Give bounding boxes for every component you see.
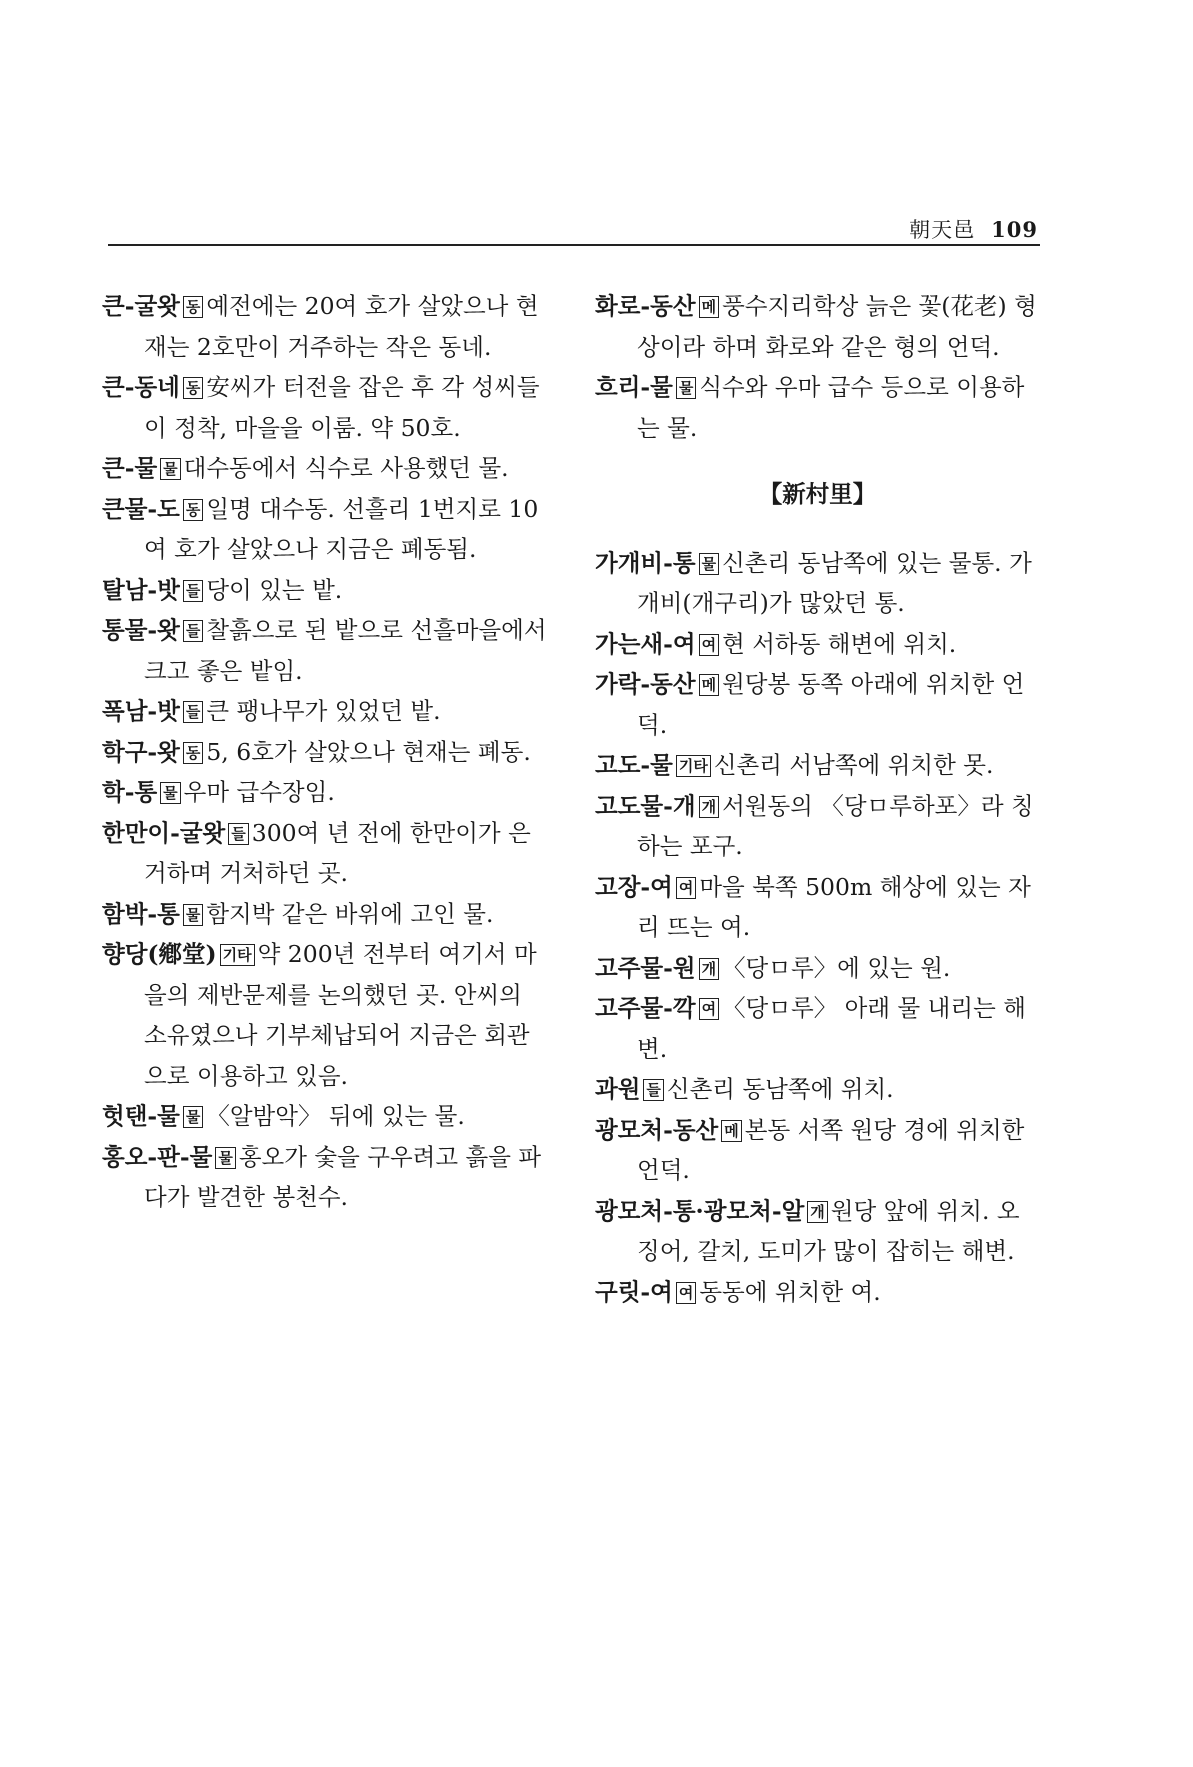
entry-description: 본동 서쪽 원당 경에 위치한 언덕. xyxy=(637,1115,1025,1184)
entry-category-tag: 들 xyxy=(183,580,204,602)
entry-term: 고주물-원 xyxy=(595,953,696,982)
entry-category-tag: 물 xyxy=(699,553,720,575)
entry-category-tag: 들 xyxy=(183,620,204,642)
entry-term: 고도-물 xyxy=(595,751,673,779)
entry-term: 흐리-물 xyxy=(595,373,673,401)
dictionary-entry xyxy=(102,610,547,691)
dictionary-entry xyxy=(595,624,1040,665)
entry-category-tag: 들 xyxy=(183,701,204,723)
entry-term: 큰-굴왓 xyxy=(102,292,180,320)
dictionary-entry xyxy=(102,1137,547,1218)
entry-description: 5, 6호가 살았으나 현재는 폐동. xyxy=(206,737,531,766)
dictionary-entry xyxy=(102,813,547,894)
entry-term: 가락-동산 xyxy=(595,670,696,698)
entry-category-tag: 물 xyxy=(160,458,181,480)
right-column xyxy=(595,286,1040,1312)
dictionary-entry xyxy=(102,286,547,367)
dictionary-entry xyxy=(595,286,1040,367)
entry-term: 고장-여 xyxy=(595,872,673,901)
entry-category-tag: 메 xyxy=(721,1120,742,1142)
entry-term: 가는새-여 xyxy=(595,629,696,658)
entry-description: 〈알밤악〉 뒤에 있는 물. xyxy=(206,1102,465,1130)
entry-description: 신촌리 동남쪽에 있는 물통. 가개비(개구리)가 많았던 통. xyxy=(637,548,1032,617)
entry-term: 화로-동산 xyxy=(595,292,696,320)
dictionary-entry xyxy=(595,367,1040,448)
dictionary-entry xyxy=(595,1110,1040,1191)
dictionary-entry xyxy=(102,448,547,489)
entry-description: 신촌리 동남쪽에 위치. xyxy=(666,1075,894,1103)
entry-term: 큰-물 xyxy=(102,454,158,482)
entry-category-tag: 물 xyxy=(183,1106,204,1128)
entry-description: 찰흙으로 된 밭으로 선흘마을에서 크고 좋은 밭임. xyxy=(144,616,547,685)
entry-term: 과원 xyxy=(595,1075,641,1103)
entry-category-tag: 동 xyxy=(183,377,204,399)
entry-term: 구릿-여 xyxy=(595,1277,673,1306)
dictionary-entry xyxy=(102,489,547,570)
entry-category-tag: 물 xyxy=(676,377,697,399)
entry-description: 安씨가 터전을 잡은 후 각 성씨들이 정착, 마을을 이룸. 약 50호. xyxy=(144,373,540,442)
dictionary-entry xyxy=(595,543,1040,624)
header-rule xyxy=(108,244,1040,246)
entry-description: 큰 팽나무가 있었던 밭. xyxy=(206,697,441,725)
entry-term: 광모처-동산 xyxy=(595,1115,719,1144)
entry-description: 풍수지리학상 늙은 꽃(花老) 형상이라 하며 화로와 같은 형의 언덕. xyxy=(637,292,1037,361)
entry-description: 300여 년 전에 한만이가 은거하며 거처하던 곳. xyxy=(144,818,531,887)
entry-term: 큰물-도 xyxy=(102,494,180,523)
entry-category-tag: 여 xyxy=(676,877,697,899)
entry-category-tag: 동 xyxy=(183,499,204,521)
entry-description: 예전에는 20여 호가 살았으나 현재는 2호만이 거주하는 작은 동네. xyxy=(144,292,539,361)
entry-description: 원당 앞에 위치. 오징어, 갈치, 도미가 많이 잡히는 해변. xyxy=(637,1196,1020,1265)
entry-term: 향당(鄕堂) xyxy=(102,940,217,968)
entry-term: 한만이-굴왓 xyxy=(102,818,226,847)
dictionary-entry xyxy=(595,1272,1040,1313)
entry-term: 가개비-통 xyxy=(595,548,696,577)
entry-description: 신촌리 서남쪽에 위치한 못. xyxy=(713,751,994,779)
entry-description: 당이 있는 밭. xyxy=(206,575,343,604)
dictionary-entry xyxy=(595,745,1040,786)
entry-category-tag: 동 xyxy=(183,296,204,318)
entry-term: 고도물-개 xyxy=(595,791,696,820)
entry-category-tag: 여 xyxy=(699,998,720,1020)
left-column xyxy=(102,286,547,1218)
entry-category-tag: 개 xyxy=(807,1201,828,1223)
dictionary-entry xyxy=(102,934,547,1096)
dictionary-entry xyxy=(595,786,1040,867)
dictionary-entry xyxy=(595,867,1040,948)
entry-category-tag: 물 xyxy=(215,1147,236,1169)
dictionary-entry xyxy=(102,894,547,935)
entry-description: 식수와 우마 급수 등으로 이용하는 물. xyxy=(637,373,1025,442)
entry-description: 〈당ㅁ루〉에 있는 원. xyxy=(722,953,951,982)
right-column-top xyxy=(595,286,1040,448)
entry-term: 탈남-밧 xyxy=(102,575,180,604)
entry-description: 동동에 위치한 여. xyxy=(699,1277,881,1306)
dictionary-entry xyxy=(102,367,547,448)
entry-term: 홍오-판-물 xyxy=(102,1142,213,1171)
dictionary-entry xyxy=(595,1191,1040,1272)
section-title: 【新村里】 xyxy=(758,480,877,508)
entry-category-tag: 메 xyxy=(699,674,720,696)
entry-term: 고주물-깍 xyxy=(595,994,696,1022)
dictionary-entry xyxy=(595,1069,1040,1110)
entry-term: 큰-동네 xyxy=(102,373,180,401)
entry-category-tag: 동 xyxy=(183,742,204,764)
entry-description: 일명 대수동. 선흘리 1번지로 10여 호가 살았으나 지금은 폐동됨. xyxy=(144,494,539,563)
entry-description: 우마 급수장임. xyxy=(183,778,335,806)
entry-description: 대수동에서 식수로 사용했던 물. xyxy=(183,454,509,482)
entry-category-tag: 기타 xyxy=(676,755,711,777)
entry-description: 마을 북쪽 500m 해상에 있는 자리 뜨는 여. xyxy=(637,872,1031,941)
entry-category-tag: 개 xyxy=(699,796,720,818)
entry-category-tag: 메 xyxy=(699,296,720,318)
dictionary-entry xyxy=(102,570,547,611)
entry-category-tag: 여 xyxy=(699,634,720,656)
dictionary-entry xyxy=(595,988,1040,1069)
entry-category-tag: 개 xyxy=(699,958,720,980)
entry-description: 〈당ㅁ루〉 아래 물 내리는 해변. xyxy=(637,994,1026,1063)
entry-description: 약 200년 전부터 여기서 마을의 제반문제를 논의했던 곳. 안씨의 소유였으나 기부체납되어 지금은 회관으로 이용하고 있음. xyxy=(144,940,537,1090)
dictionary-entry xyxy=(595,664,1040,745)
dictionary-entry xyxy=(102,691,547,732)
entry-category-tag: 기타 xyxy=(220,944,255,966)
running-head xyxy=(909,214,1038,244)
entry-term: 학-통 xyxy=(102,778,158,806)
entry-term: 학구-왓 xyxy=(102,737,180,766)
entry-description: 서원동의 〈당ㅁ루하포〉라 칭하는 포구. xyxy=(637,791,1034,860)
entry-category-tag: 물 xyxy=(183,904,204,926)
header-title: 朝天邑 xyxy=(909,218,976,242)
entry-category-tag: 들 xyxy=(643,1079,664,1101)
entry-category-tag: 들 xyxy=(228,823,249,845)
entry-category-tag: 물 xyxy=(160,782,181,804)
dictionary-entry xyxy=(102,772,547,813)
entry-description: 현 서하동 해변에 위치. xyxy=(722,629,957,658)
entry-description: 함지박 같은 바위에 고인 물. xyxy=(206,899,494,928)
entry-term: 폭남-밧 xyxy=(102,697,180,725)
entry-description: 원당봉 동쪽 아래에 위치한 언덕. xyxy=(637,670,1025,739)
entry-term: 통물-왓 xyxy=(102,616,180,644)
dictionary-entry xyxy=(102,1096,547,1137)
entry-term: 함박-통 xyxy=(102,899,180,928)
page-number: 109 xyxy=(991,217,1038,242)
right-column-bottom xyxy=(595,543,1040,1313)
entry-term: 광모처-통·광모처-알 xyxy=(595,1196,805,1225)
entry-category-tag: 여 xyxy=(676,1282,697,1304)
entry-description: 홍오가 숯을 구우려고 흙을 파다가 발견한 봉천수. xyxy=(144,1142,542,1211)
dictionary-entry xyxy=(102,732,547,773)
dictionary-entry xyxy=(595,948,1040,989)
entry-term: 헛탠-물 xyxy=(102,1102,180,1130)
